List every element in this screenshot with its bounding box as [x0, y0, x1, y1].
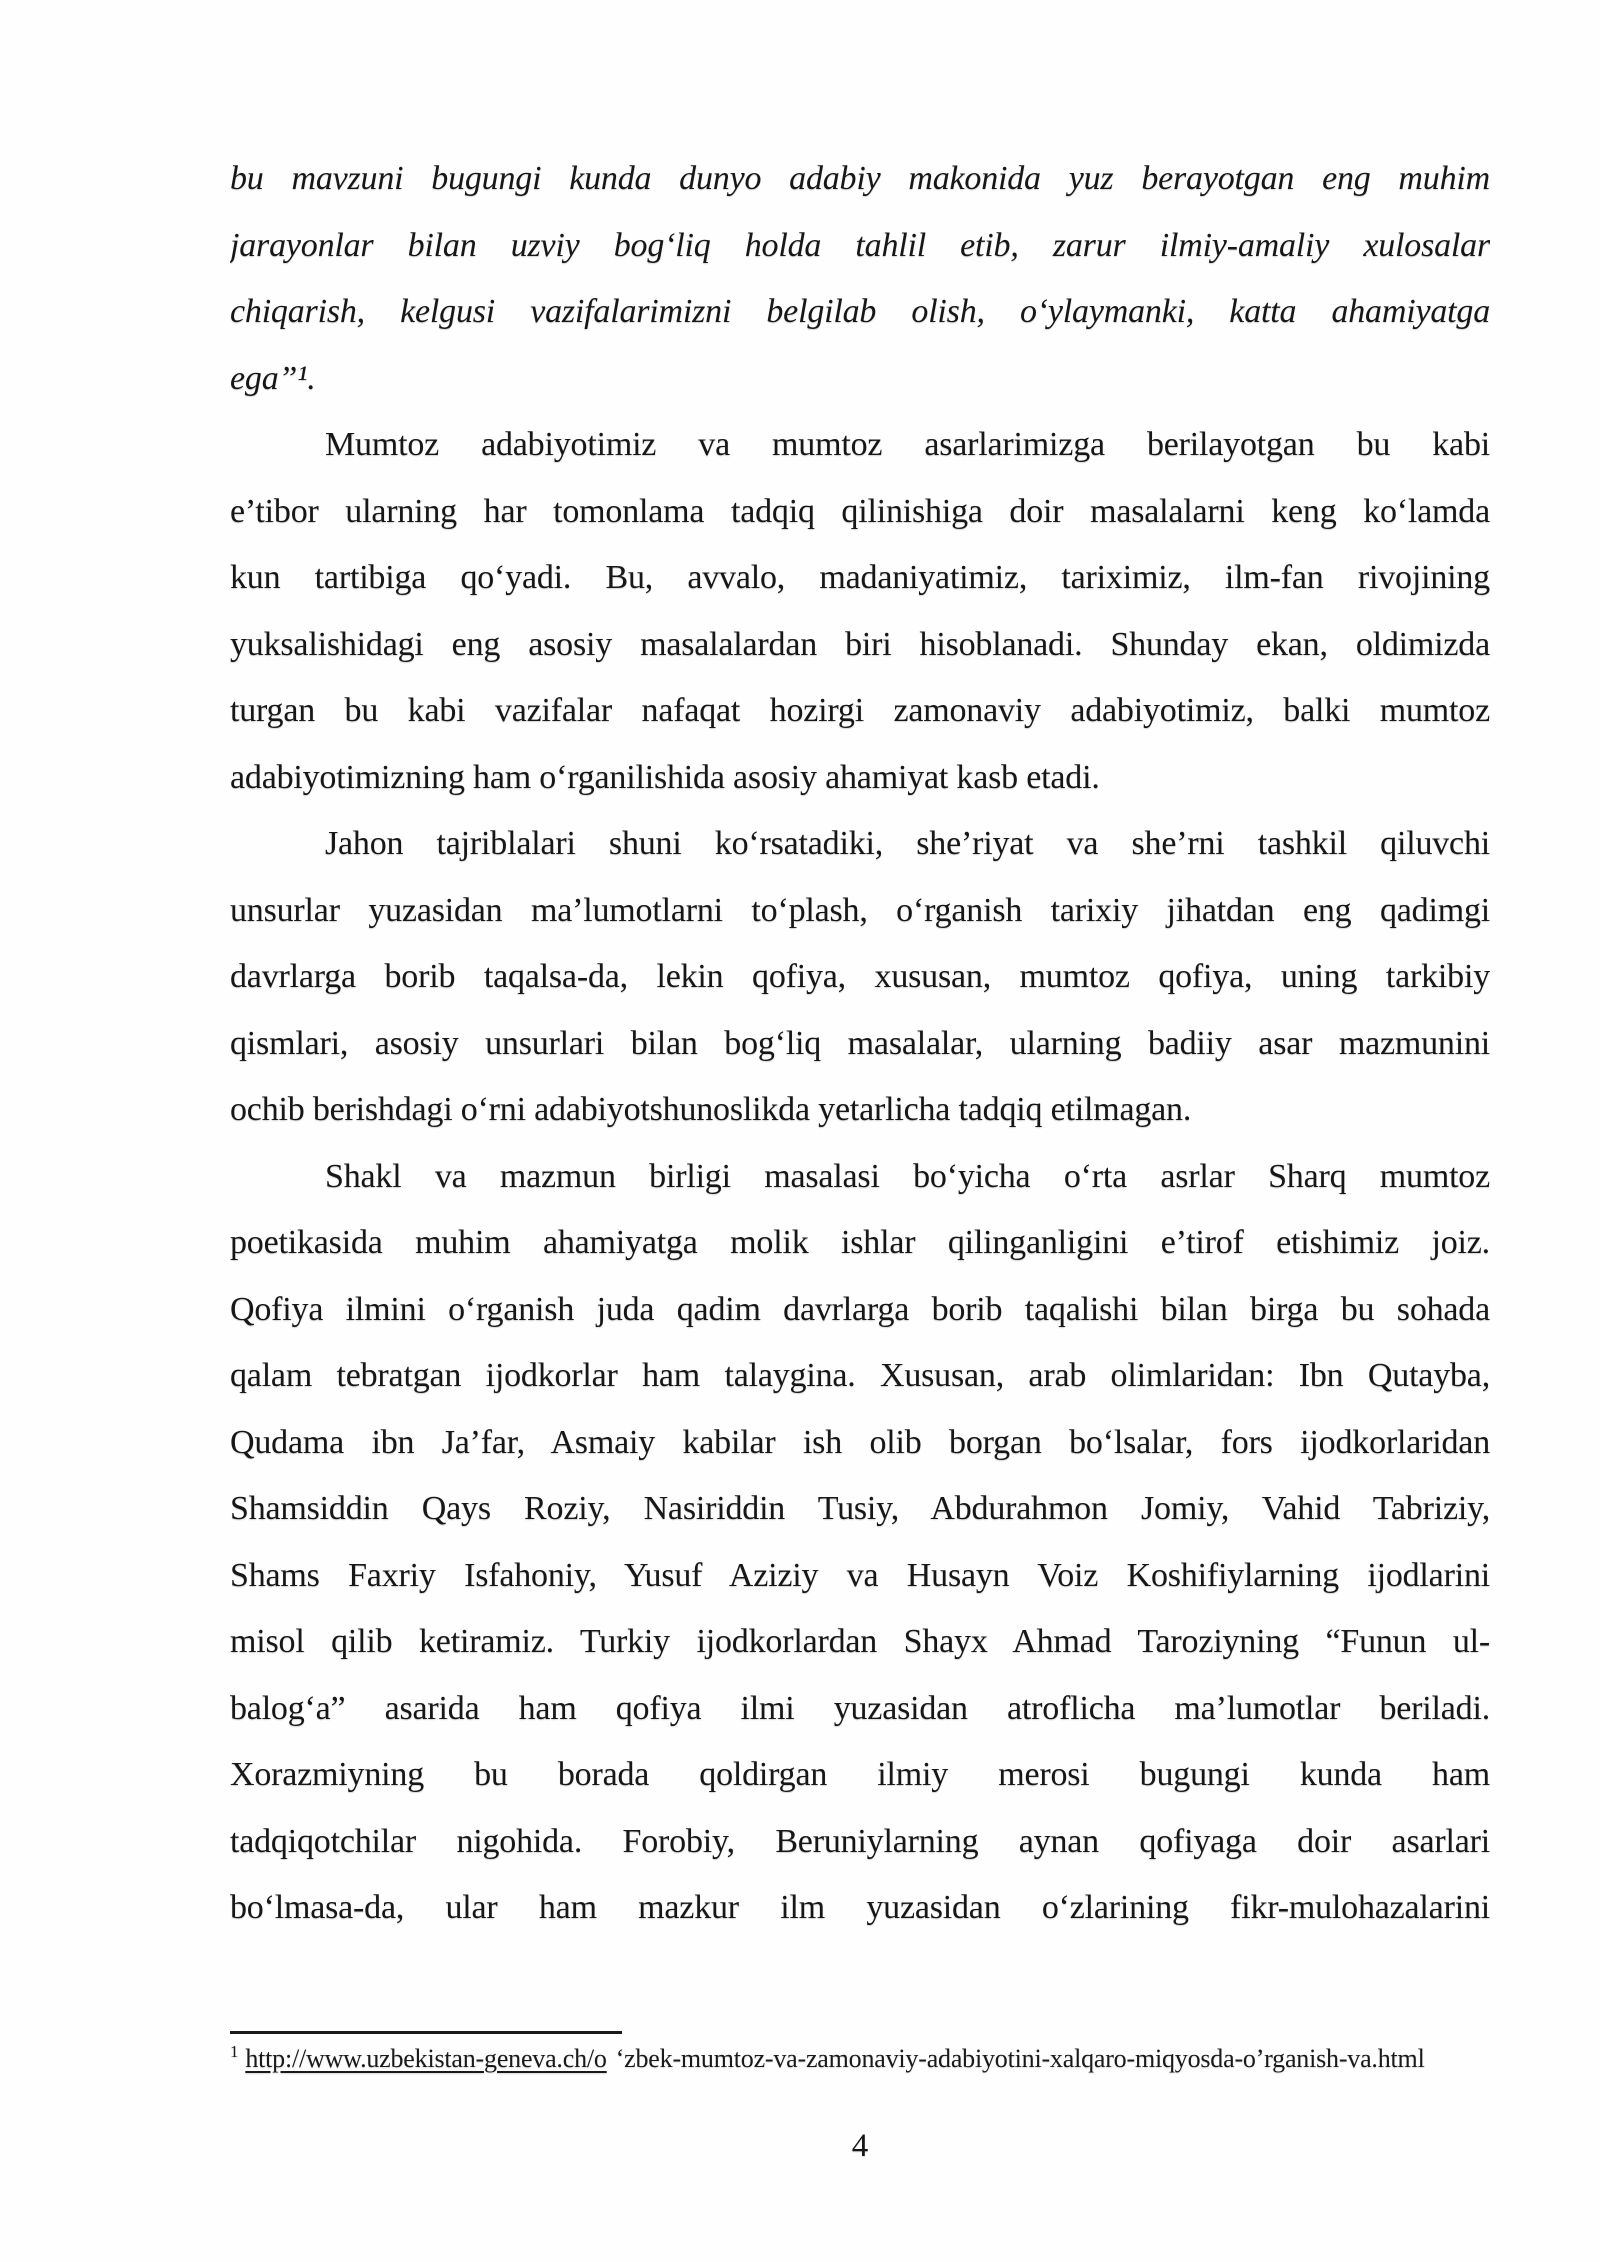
- text-line: turgan bu kabi vazifalar nafaqat hozirgi zamonaviy adabiyotimiz, balki mumtoz: [230, 692, 1490, 729]
- text-line: Mumtoz adabiyotimiz va mumtoz asarlarimizga berilayotgan bu kabi: [325, 426, 1490, 463]
- page-number: 4: [851, 2128, 869, 2164]
- text-line: ochib berishdagi o‘rni adabiyotshunoslikda yetarlicha tadqiq etilmagan.: [230, 1091, 1192, 1128]
- text-line: bo‘lmasa-da, ular ham mazkur ilm yuzasidan o‘zlarining fikr-mulohazalarini: [230, 1889, 1490, 1926]
- footnote-separator: [230, 2031, 622, 2034]
- footnote: [230, 2042, 1520, 2076]
- body-paragraph: [230, 412, 1490, 811]
- text-line: yuksalishidagi eng asosiy masalalardan biri hisoblanadi. Shunday ekan, oldimizda: [230, 625, 1490, 663]
- text-line: Qofiya ilmini o‘rganish juda qadim davrlarga borib taqalishi bilan birga bu sohada: [230, 1290, 1490, 1328]
- text-line: e’tibor ularning har tomonlama tadqiq qilinishiga doir masalalarni keng ko‘lamda: [230, 492, 1490, 530]
- text-line: qismlari, asosiy unsurlari bilan bog‘liq masalalar, ularning badiiy asar mazmunini: [230, 1024, 1490, 1062]
- text-line: Jahon tajriblalari shuni ko‘rsatadiki, she’riyat va she’rni tashkil qiluvchi: [325, 825, 1490, 862]
- text-line: tadqiqotchilar nigohida. Forobiy, Beruniylarning aynan qofiyaga doir asarlari: [230, 1822, 1490, 1860]
- body-paragraph: [230, 811, 1490, 1144]
- text-line: ega”¹.: [230, 359, 316, 397]
- text-block: [230, 146, 1490, 1942]
- text-line: Shamsiddin Qays Roziy, Nasiriddin Tusiy, Abdurahmon Jomiy, Vahid Tabriziy,: [230, 1490, 1490, 1527]
- text-line: unsurlar yuzasidan ma’lumotlarni to‘plash, o‘rganish tarixiy jihatdan eng qadimgi: [230, 891, 1490, 929]
- text-line: adabiyotimizning ham o‘rganilishida asosiy ahamiyat kasb etadi.: [230, 758, 1100, 796]
- text-line: Shams Faxriy Isfahoniy, Yusuf Aziziy va Husayn Voiz Koshifiylarning ijodlarini: [230, 1556, 1490, 1594]
- footnote-rest-text: ‘zbek-mumtoz-va-zamonaviy-adabiyotini-xalqaro-miqyosda-o’rganish-va.html: [615, 2044, 1425, 2073]
- footnote-link[interactable]: http://www.uzbekistan-geneva.ch/o: [245, 2044, 607, 2073]
- text-line: Shakl va mazmun birligi masalasi bo‘yicha o‘rta asrlar Sharq mumtoz: [325, 1157, 1490, 1195]
- footnote-marker: 1: [230, 2042, 239, 2062]
- text-line: bu mavzuni bugungi kunda dunyo adabiy makonida yuz berayotgan eng muhim: [230, 160, 1490, 197]
- text-line: poetikasida muhim ahamiyatga molik ishlar qilinganligini e’tirof etishimiz joiz.: [230, 1224, 1490, 1261]
- text-line: chiqarish, kelgusi vazifalarimizni belgilab olish, o‘ylaymanki, katta ahamiyatga: [230, 293, 1490, 330]
- text-line: kun tartibiga qo‘yadi. Bu, avvalo, madaniyatimiz, tariximiz, ilm-fan rivojining: [230, 559, 1490, 596]
- text-line: jarayonlar bilan uzviy bog‘liq holda tahlil etib, zarur ilmiy-amaliy xulosalar: [230, 226, 1490, 264]
- body-paragraph: [230, 1144, 1490, 1942]
- text-line: qalam tebratgan ijodkorlar ham talaygina. Xususan, arab olimlaridan: Ibn Qutayba,: [230, 1357, 1490, 1394]
- text-line: Xorazmiyning bu borada qoldirgan ilmiy merosi bugungi kunda ham: [230, 1756, 1490, 1793]
- text-line: davrlarga borib taqalsa-da, lekin qofiya, xususan, mumtoz qofiya, uning tarkibiy: [230, 958, 1490, 995]
- text-line: misol qilib ketiramiz. Turkiy ijodkorlardan Shayx Ahmad Taroziyning “Funun ul-: [230, 1623, 1490, 1660]
- body-paragraph: [230, 146, 1490, 412]
- text-line: balog‘a” asarida ham qofiya ilmi yuzasidan atroflicha ma’lumotlar beriladi.: [230, 1689, 1490, 1727]
- text-line: Qudama ibn Ja’far, Asmaiy kabilar ish olib borgan bo‘lsalar, fors ijodkorlaridan: [230, 1423, 1490, 1461]
